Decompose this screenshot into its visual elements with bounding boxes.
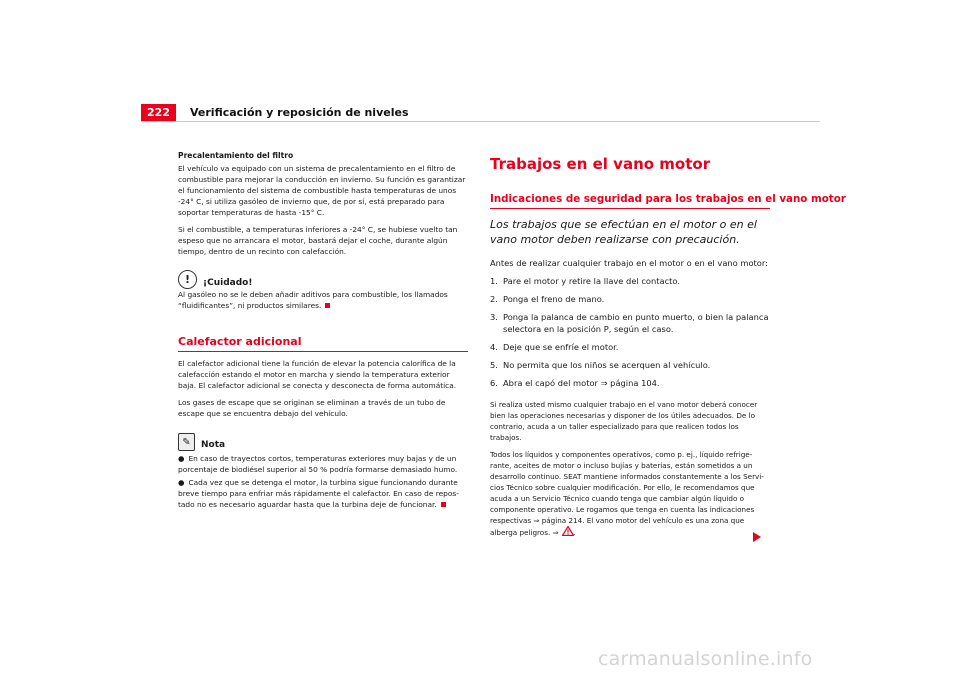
caution-title: ¡Cuidado! [203,278,253,288]
note-bullet-text: En caso de trayectos cortos, temperaturas exteriores muy bajas y de un porcentaje de biodiésel superior al 50 % podría formarse demasiado humo. [178,454,458,474]
list-item [490,293,770,305]
list-item [490,377,770,389]
step-number: 1. [490,276,498,286]
continue-arrow-icon [753,532,761,542]
heater-title: Calefactor adicional [178,335,468,352]
step-number: 4. [490,342,498,352]
heater-paragraph-1: El calefactor adicional tiene la función de elevar la potencia calorífica de la calefacción estando el motor en marcha y siendo la temperatura exterior baja. El calefactor adicional se conecta y desconecta de forma automática. [178,359,457,390]
step-text: Deje que se enfríe el motor. [503,342,619,352]
body-paragraph-2: Todos los líquidos y componentes operativos, como p. ej., líquido refrige-rante, aceites de motor o incluso bujías y baterías, están sometidos a un desarrollo continuo. SEAT mantiene informados constantemente a los Servi-cios Técnico sobre cualquier modificación. Por ello, le recomendamos que acuda a un Servicio Técnico cuando tenga que cambiar algún líquido o componente operativo. Le rogamos que tenga en cuenta las indicaciones respectivas ⇒ página 214. El vano motor del vehículo es una zona que alberga peligros. ⇒ [490,450,764,537]
step-number: 5. [490,360,498,370]
caution-text-wrap [178,289,468,311]
section-title: Trabajos en el vano motor [490,155,711,173]
preheat-paragraph-2: Si el combustible, a temperaturas inferiores a -24° C, se hubiese vuelto tan espeso que no arrancara el motor, bastará dejar el coche, durante algún tiempo, dentro de un recinto con calefacción. [178,225,458,256]
bullet-icon: ● [178,454,185,463]
step-text: Ponga la palanca de cambio en punto muerto, o bien la palanca selectora en la posición P, según el caso. [503,312,769,334]
step-text: No permita que los niños se acerquen al vehículo. [503,360,711,370]
body-paragraph-2-end: . [573,528,576,537]
note-bullet-text: Cada vez que se detenga el motor, la turbina sigue funcionando durante breve tiempo para enfriar más rápidamente el calefactor. En caso de repos-tado no es necesario aguardar hasta que la turbina deje de funcionar. [178,478,459,509]
note-bullet-2 [178,477,468,510]
watermark: carmanualsonline.info [598,648,813,670]
lead-text: Antes de realizar cualquier trabajo en el motor o en el vano motor: [490,258,768,268]
step-text[interactable]: Abra el capó del motor ⇒ página 104. [503,378,660,388]
warning-triangle-icon[interactable] [562,526,574,536]
heater-paragraph-2: Los gases de escape que se originan se eliminan a través de un tubo de escape que se encuentra debajo del vehículo. [178,398,446,418]
header-rule [141,121,820,122]
caution-text: Al gasóleo no se le deben añadir aditivos para combustible, los llamados “fluidificantes”, ni productos similares. [178,290,448,310]
intro-text: Los trabajos que se efectúan en el motor o en el vano motor deben realizarse con precaución. [490,218,757,246]
step-number: 2. [490,294,498,304]
preheat-title: Precalentamiento del filtro [178,151,294,160]
left-column [178,150,468,510]
step-text: Pare el motor y retire la llave del contacto. [503,276,680,286]
body-paragraph-1: Si realiza usted mismo cualquier trabajo en el vano motor deberá conocer bien las operaciones necesarias y disponer de los útiles adecuados. De lo contrario, acuda a un taller especializado para que realicen todos los trabajos. [490,400,758,442]
bullet-icon: ● [178,478,185,487]
note-box [178,431,468,451]
right-column [490,150,846,538]
note-bullet-1 [178,453,468,475]
note-title: Nota [201,440,226,450]
step-number: 3. [490,312,498,322]
running-title: Verificación y reposición de niveles [190,106,409,119]
list-item [490,359,770,371]
subsection-title: Indicaciones de seguridad para los trabajos en el vano motor [490,192,770,209]
preheat-paragraph-1: El vehículo va equipado con un sistema de precalentamiento en el filtro de combustible para mejorar la conducción en invierno. Su función es garantizar el funcionamiento del sistema de combustible hasta temperaturas de unos -24° C, si utiliza gasóleo de invierno que, de por sí, está preparado para soportar temperaturas de hasta -15° C. [178,164,466,217]
end-marker-icon [325,303,330,308]
list-item [490,341,770,353]
caution-box [178,269,468,289]
step-text: Ponga el freno de mano. [503,294,605,304]
list-item [490,311,770,335]
end-marker-icon [441,502,446,507]
step-number: 6. [490,378,498,388]
page-number: 222 [141,104,176,121]
body-paragraph-2-wrap [490,449,770,538]
exclamation-icon: ! [178,270,197,289]
list-item [490,275,770,287]
note-icon: ✎ [178,433,195,451]
steps-list [490,275,770,389]
